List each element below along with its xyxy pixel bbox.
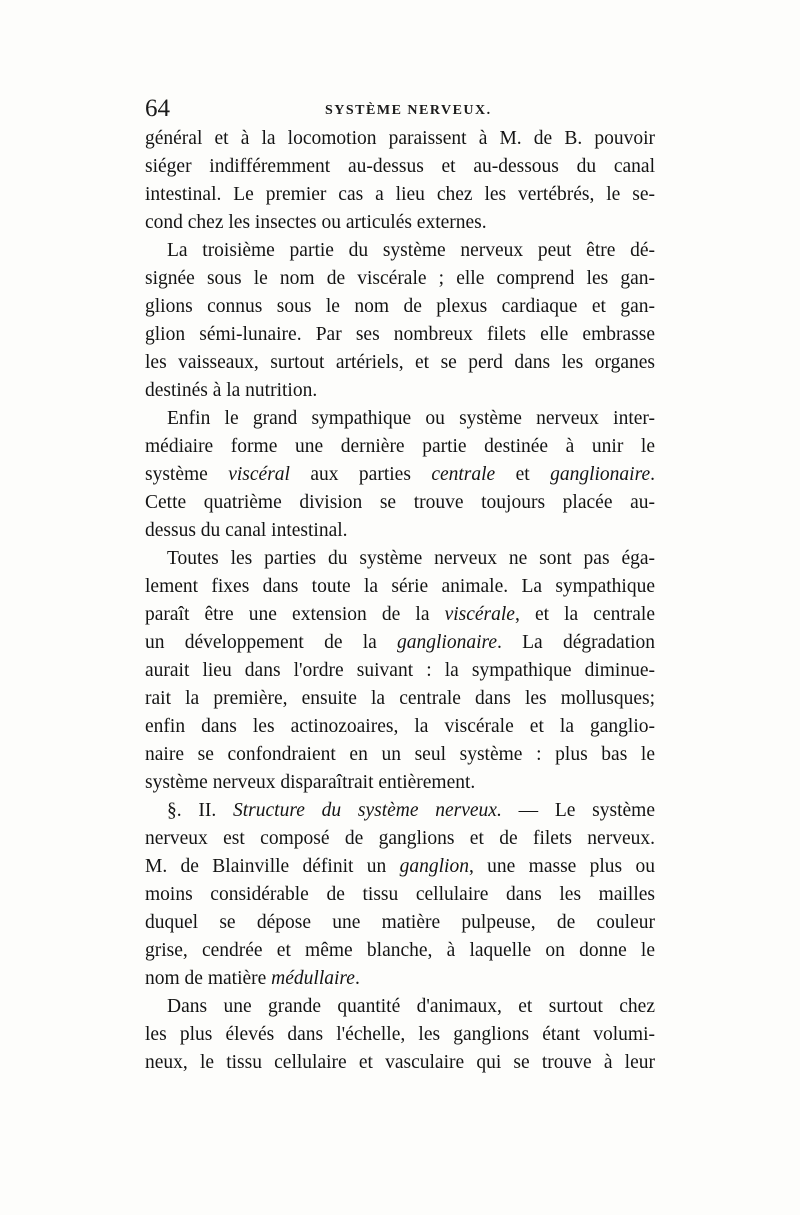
text-line: enfin dans les actinozoaires, la viscérale et la ganglio- (145, 716, 655, 737)
text-line: dessus du canal intestinal. (145, 520, 348, 541)
text-line: paraît être une extension de la viscérale, et la centrale (145, 604, 655, 625)
text-line: système viscéral aux parties centrale et ganglionaire. (145, 464, 655, 485)
text-line: siéger indifféremment au-dessus et au-dessous du canal (145, 156, 655, 177)
text-line: les vaisseaux, surtout artériels, et se perd dans les organes (145, 352, 655, 373)
text-line: M. de Blainville définit un ganglion, une masse plus ou (145, 856, 655, 877)
text-line: glion sémi-lunaire. Par ses nombreux filets elle embrasse (145, 324, 655, 345)
text-line: général et à la locomotion paraissent à M. de B. pouvoir (145, 128, 655, 149)
text-line: Dans une grande quantité d'animaux, et surtout chez (167, 996, 655, 1017)
text-line: nom de matière médullaire. (145, 968, 360, 989)
text-line: médiaire forme une dernière partie destinée à unir le (145, 436, 655, 457)
text-line: Enfin le grand sympathique ou système nerveux inter- (167, 408, 655, 429)
text-line: rait la première, ensuite la centrale dans les mollusques; (145, 688, 655, 709)
text-line: aurait lieu dans l'ordre suivant : la sympathique diminue- (145, 660, 655, 681)
text-line: Toutes les parties du système nerveux ne sont pas éga- (167, 548, 655, 569)
text-line: intestinal. Le premier cas a lieu chez les vertébrés, le se- (145, 184, 655, 205)
text-line: glions connus sous le nom de plexus cardiaque et gan- (145, 296, 655, 317)
text-line: un développement de la ganglionaire. La dégradation (145, 632, 655, 653)
text-line: grise, cendrée et même blanche, à laquelle on donne le (145, 940, 655, 961)
text-line: naire se confondraient en un seul système : plus bas le (145, 744, 655, 765)
text-line: moins considérable de tissu cellulaire dans les mailles (145, 884, 655, 905)
text-line: cond chez les insectes ou articulés externes. (145, 212, 487, 233)
text-line: destinés à la nutrition. (145, 380, 318, 401)
text-line: neux, le tissu cellulaire et vasculaire qui se trouve à leur (145, 1052, 655, 1073)
text-line: La troisième partie du système nerveux peut être dé- (167, 240, 655, 261)
text-line: signée sous le nom de viscérale ; elle comprend les gan- (145, 268, 655, 289)
text-line: lement fixes dans toute la série animale. La sympathique (145, 576, 655, 597)
text-line: §. II. Structure du système nerveux. — Le système (167, 800, 655, 821)
body-text (145, 125, 655, 1077)
page-header (145, 95, 655, 125)
text-line: système nerveux disparaîtrait entièrement. (145, 772, 476, 793)
text-line: les plus élevés dans l'échelle, les ganglions étant volumi- (145, 1024, 655, 1045)
text-line: Cette quatrième division se trouve toujours placée au- (145, 492, 655, 513)
page-number: 64 (145, 95, 170, 122)
text-line: duquel se dépose une matière pulpeuse, de couleur (145, 912, 655, 933)
text-line: nerveux est composé de ganglions et de filets nerveux. (145, 828, 655, 849)
running-title: SYSTÈME NERVEUX. (325, 103, 492, 118)
